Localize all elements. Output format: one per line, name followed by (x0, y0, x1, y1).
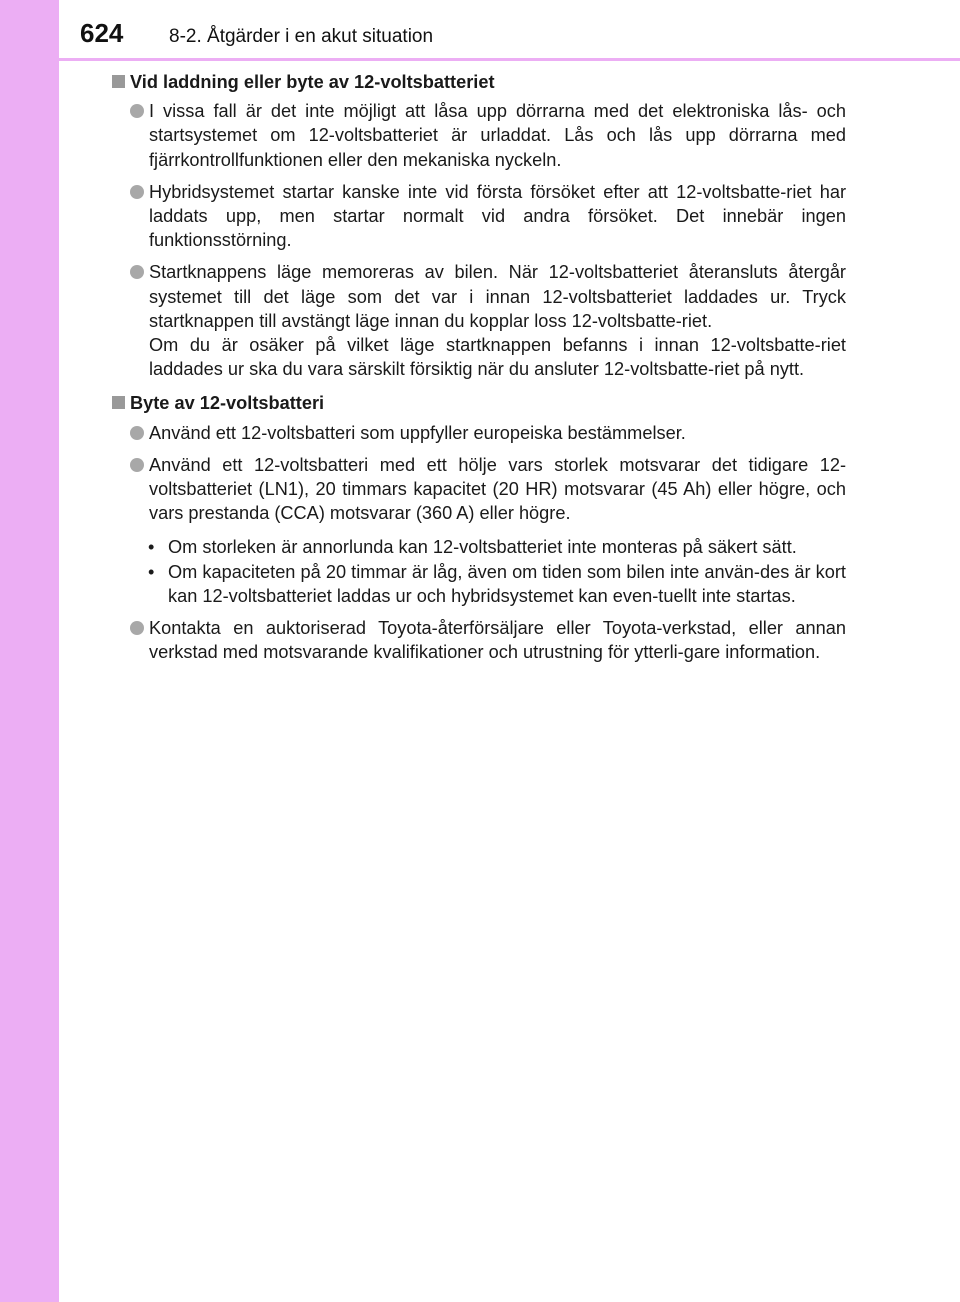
item-text: Använd ett 12-voltsbatteri som uppfyller europeiska bestämmelser. (149, 422, 686, 443)
list-item (110, 180, 846, 253)
square-bullet-icon (112, 75, 125, 88)
sub-item (110, 560, 846, 608)
section-heading (110, 391, 846, 415)
circle-bullet-icon (130, 185, 144, 199)
sub-item-text: Om storleken är annorlunda kan 12-voltsbatteriet inte monteras på säkert sätt. (168, 537, 797, 558)
sub-item-text: Om kapaciteten på 20 timmar är låg, även om tiden som bilen inte använ-des är kort kan 12-voltsbatteriet laddas ur och hybridsystemet kan even-tuellt inte startas. (168, 561, 846, 606)
circle-bullet-icon (130, 265, 144, 279)
list-item (110, 260, 846, 381)
circle-bullet-icon (130, 458, 144, 472)
square-bullet-icon (112, 396, 125, 409)
section-title: 8-2. Åtgärder i en akut situation (169, 26, 434, 47)
page-number: 624 (80, 18, 124, 48)
item-text: I vissa fall är det inte möjligt att låsa upp dörrarna med det elektroniska lås- och startsystemet om 12-voltsbatteriet är urladdat. Lås och lås upp dörrarna med fjärrkontrollfunktionen eller den mekaniska nyckeln. (149, 101, 846, 170)
section-heading (110, 70, 846, 94)
heading-text: Vid laddning eller byte av 12-voltsbatteriet (130, 72, 495, 92)
item-text: Kontakta en auktoriserad Toyota-återförsäljare eller Toyota-verkstad, eller annan verkstad med motsvarande kvalifikationer och utrustning för ytterli-gare information. (149, 618, 846, 663)
page-content (110, 70, 846, 672)
sub-list (110, 535, 846, 608)
item-text: Om du är osäker på vilket läge startknappen befanns i innan 12-voltsbatte-riet laddades ur ska du vara särskilt försiktig när du ansluter 12-voltsbatte-riet på nytt. (149, 335, 846, 380)
heading-text: Byte av 12-voltsbatteri (130, 393, 325, 414)
sub-item (110, 535, 846, 559)
list-item (110, 421, 846, 445)
circle-bullet-icon (130, 621, 144, 635)
side-tab (0, 0, 59, 1302)
dot-bullet-icon: • (148, 537, 155, 558)
list-item (110, 616, 846, 664)
item-text: Använd ett 12-voltsbatteri med ett hölje vars storlek motsvarar det tidigare 12-voltsbatteriet (LN1), 20 timmars kapacitet (20 HR) motsvarar (45 Ah) eller högre, och vars prestanda (CCA) motsvarar (360 A) eller högre. (149, 454, 846, 524)
dot-bullet-icon: • (148, 561, 155, 582)
item-text: Startknappens läge memoreras av bilen. När 12-voltsbatteriet återansluts återgår systemet till det läge som det var i innan 12-voltsbatteriet laddades ur. Tryck startknappen till avstängt läge innan du kopplar loss 12-voltsbatte-riet. (149, 262, 846, 331)
header-rule (59, 58, 960, 61)
circle-bullet-icon (130, 426, 144, 440)
item-text: Hybridsystemet startar kanske inte vid första försöket efter att 12-voltsbatte-riet har laddats upp, men startar normalt vid andra försöket. Det innebär ingen funktionsstörning. (149, 181, 846, 251)
list-item (110, 99, 846, 172)
circle-bullet-icon (130, 104, 144, 118)
list-item (110, 453, 846, 608)
